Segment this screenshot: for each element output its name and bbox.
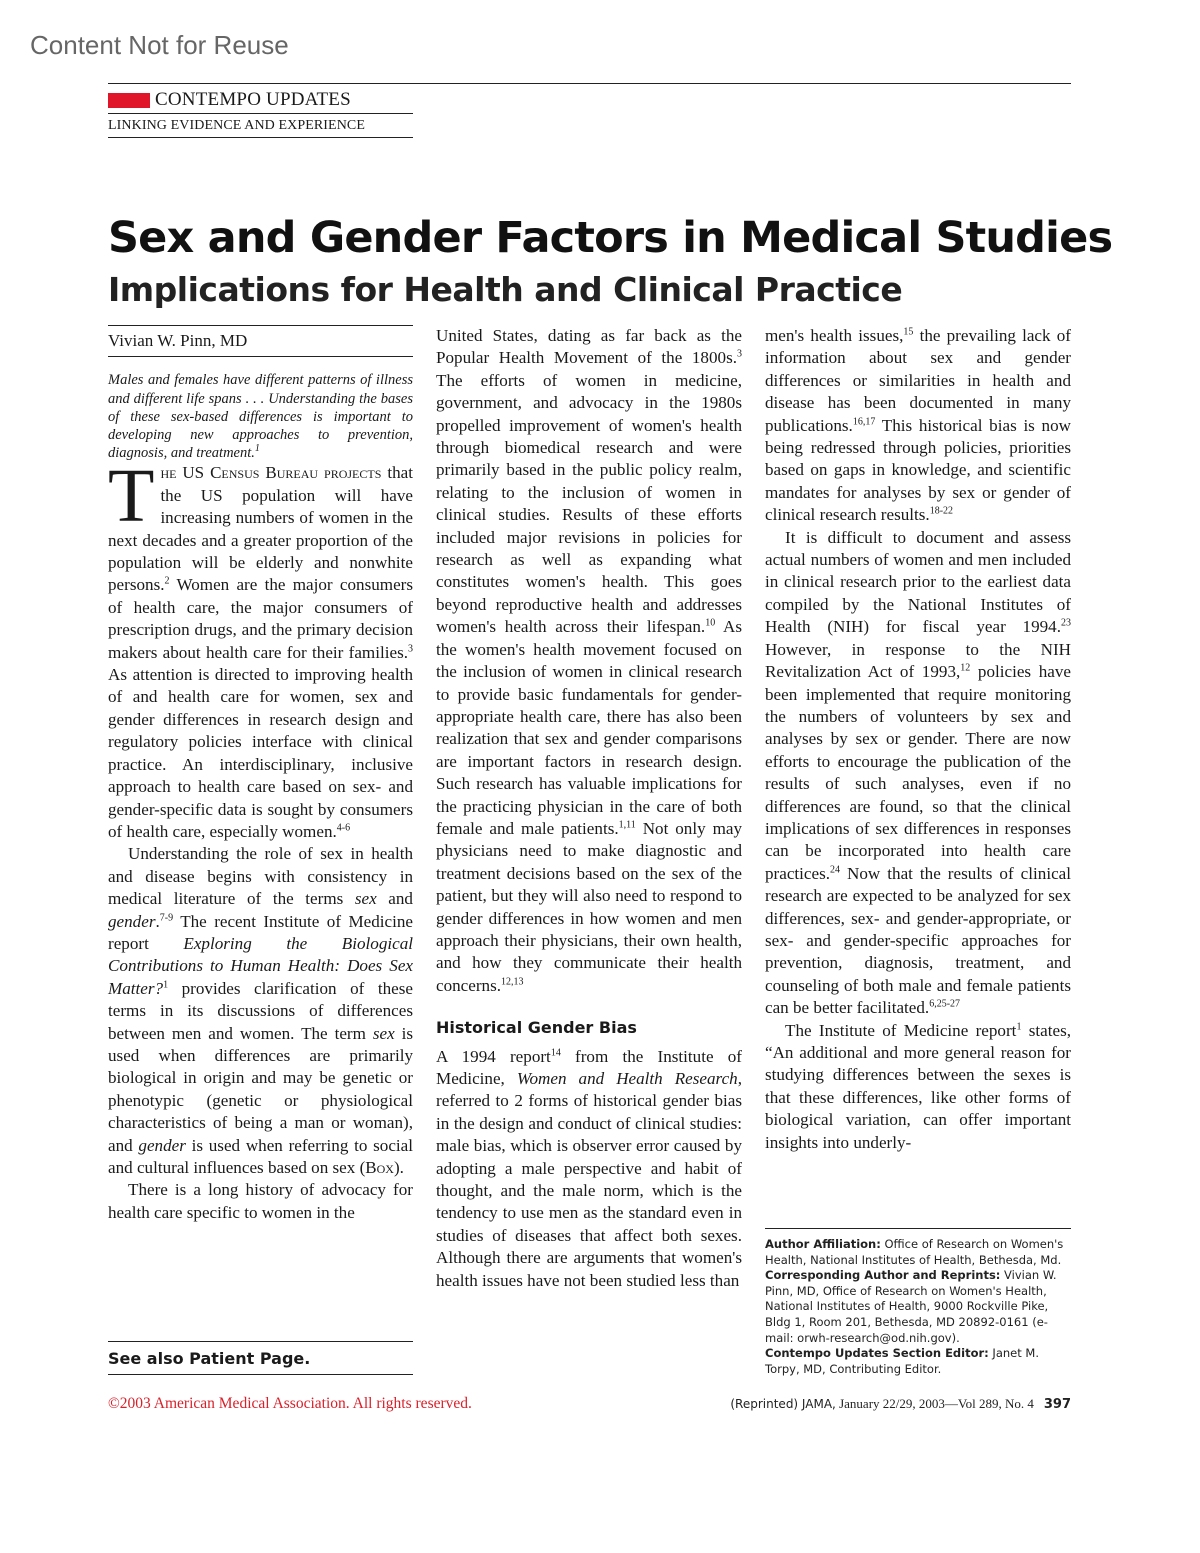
section-color-bar <box>108 93 150 108</box>
body-paragraph: It is difficult to document and assess actual numbers of women and men included in clinical research prior to the earliest data compiled by the National Institutes of Health (NIH) for fiscal year 1994.23 However, in response to the NIH Revitalization Act of 1993,12 policies have been implemented that require monitoring the numbers of volunteers by sex and analyses by sex or gender. There are now efforts to encourage the publication of the results of such analyses, even if no differences are found, so that the clinical implications of sex differences in responses can be incorporated into health care practices.$^{24}$ Now that the results of clinical research are expected to be analyzed for sex differences, sex- and gender-appropriate, or sex- and gender-specific approaches for prevention, diagnosis, treatment, and counseling of both male and female patients can be better facilitated.$^{6,25-27}$ <box>765 527 1071 1018</box>
author-affiliation: Author Affiliation: Office of Research on Women's Health, National Institutes of Health, Bethesda, Md. Corresponding Author and Reprints: Vivian W. Pinn, MD, Office of Research on Women's Health, National Institutes of Health, 9000 Rockville Pike, Bldg 1, Room 201, Bethesda, MD 20892-0161 (e-mail: orwh-research@od.nih.gov). Contempo Updates Section Editor: Janet M. Torpy, MD, Contributing Editor. <box>765 1228 1071 1377</box>
section-sublabel: LINKING EVIDENCE AND EXPERIENCE <box>108 118 366 133</box>
article-title: Sex and Gender Factors in Medical Studies <box>108 213 1113 263</box>
section-header <box>108 88 413 138</box>
section-label: CONTEMPO UPDATES <box>155 89 351 110</box>
see-also-box <box>108 1341 413 1375</box>
text-column-3 <box>765 325 1071 1154</box>
intro-paragraph: The US Census Bureau projects that the US population will have increasing numbers of women in the next decades and a greater proportion of the population will be elderly and nonwhite persons.$^2$ Women are the major consumers of health care, the major consumers of prescription drugs, and the primary decision makers about health care for their families.$^3$ As attention is directed to improving health of and health care for women, sex and gender differences in research design and regulatory policies interface with clinical practice. An interdisciplinary, inclusive approach to health care based on sex- and gender-specific data is sought by consumers of health care, especially women.$^{4-6}$ <box>108 454 413 841</box>
see-also-link[interactable]: See also Patient Page. <box>108 1349 311 1368</box>
abstract: Males and females have different patterns of illness and different life spans . . . Understanding the bases of these sex-based differences is important to developing new approaches to prevention, diagnosis, and treatment.$^1$ <box>108 372 413 462</box>
body-paragraph: The Institute of Medicine report$^1$ states, “An additional and more general reason for studying differences between the sexes is that these differences, like other forms of biological variation, can offer important insights into underly- <box>765 1020 1071 1152</box>
body-paragraph: A 1994 report$^{14}$ from the Institute of Medicine, Women and Health Research, referred to 2 forms of historical gender bias in the design and conduct of clinical studies: male bias, which is observer error caused by adopting a male perspective and habit of thought, and the male norm, which is the tendency to use men as the standard even in studies of diseases that affect both sexes. Although there are arguments that women's health issues have not been studied less than <box>436 1046 742 1290</box>
journal-citation: (Reprinted) JAMA, January 22/29, 2003—Vol 289, No. 4 397 <box>730 1396 1071 1412</box>
section-bottom-rule <box>108 137 413 138</box>
body-paragraph: men's health issues,$^{15}$ the prevailing lack of information about sex and gender differences or similarities in health and disease has been documented in many publications.$^{16,17}$ This historical bias is now being redressed through policies, priorities based on gaps in knowledge, and scientific mandates for analyses by sex or gender of clinical research results.$^{18-22}$ <box>765 326 1071 525</box>
author-rule-bottom <box>108 356 413 357</box>
drop-cap: T <box>108 454 155 539</box>
text-column-2 <box>436 325 742 1292</box>
top-rule <box>108 83 1071 84</box>
body-paragraph: United States, dating as far back as the Popular Health Movement of the 1800s.$^3$ The efforts of women in medicine, government, and advocacy in the 1980s propelled improvement of women's health through biomedical research and were primarily based in the public policy realm, relating to the inclusion of women in clinical studies. Results of these efforts included major revisions in policies for research as well as expanding what constitutes women's health. This goes beyond reproductive health and addresses women's health across their lifespan.$^{10}$ As the women's health movement focused on the inclusion of women in clinical research to provide basic fundamentals for gender-appropriate health care, there has also been realization that sex and gender comparisons are important factors in research design. Such research has valuable implications for the practicing physician in the care of both female and male patients.$^{1,11}$ Not only may physicians need to make diagnostic and treatment decisions based on the sex of the patient, but they will also need to respond to gender differences in how women and men approach their physicians, their own health, and how they communicate their health concerns.$^{12,13}$ <box>436 326 742 995</box>
article-subtitle: Implications for Health and Clinical Practice <box>108 270 903 309</box>
body-paragraph: Understanding the role of sex in health and disease begins with consistency in medical literature of the terms sex and gender.$^{7-9}$ The recent Institute of Medicine report Exploring the Biological Contributions to Human Health: Does Sex Matter?$^1$ provides clarification of these terms in its discussions of differences between men and women. The term sex is used when differences are primarily biological in origin and may be genetic or phenotypic (genetic or physiological characteristics of being a man or woman), and gender is used when referring to social and cultural influences based on sex (Box). <box>108 844 413 1178</box>
body-paragraph: There is a long history of advocacy for health care specific to women in the <box>108 1180 413 1222</box>
copyright-notice: ©2003 American Medical Association. All rights reserved. <box>108 1395 472 1412</box>
text-column-1 <box>108 325 413 1224</box>
page-number: 397 <box>1043 1397 1071 1412</box>
watermark-text: Content Not for Reuse <box>30 30 289 60</box>
section-heading: Historical Gender Bias <box>436 1018 637 1038</box>
author-name: Vivian W. Pinn, MD <box>108 331 248 350</box>
